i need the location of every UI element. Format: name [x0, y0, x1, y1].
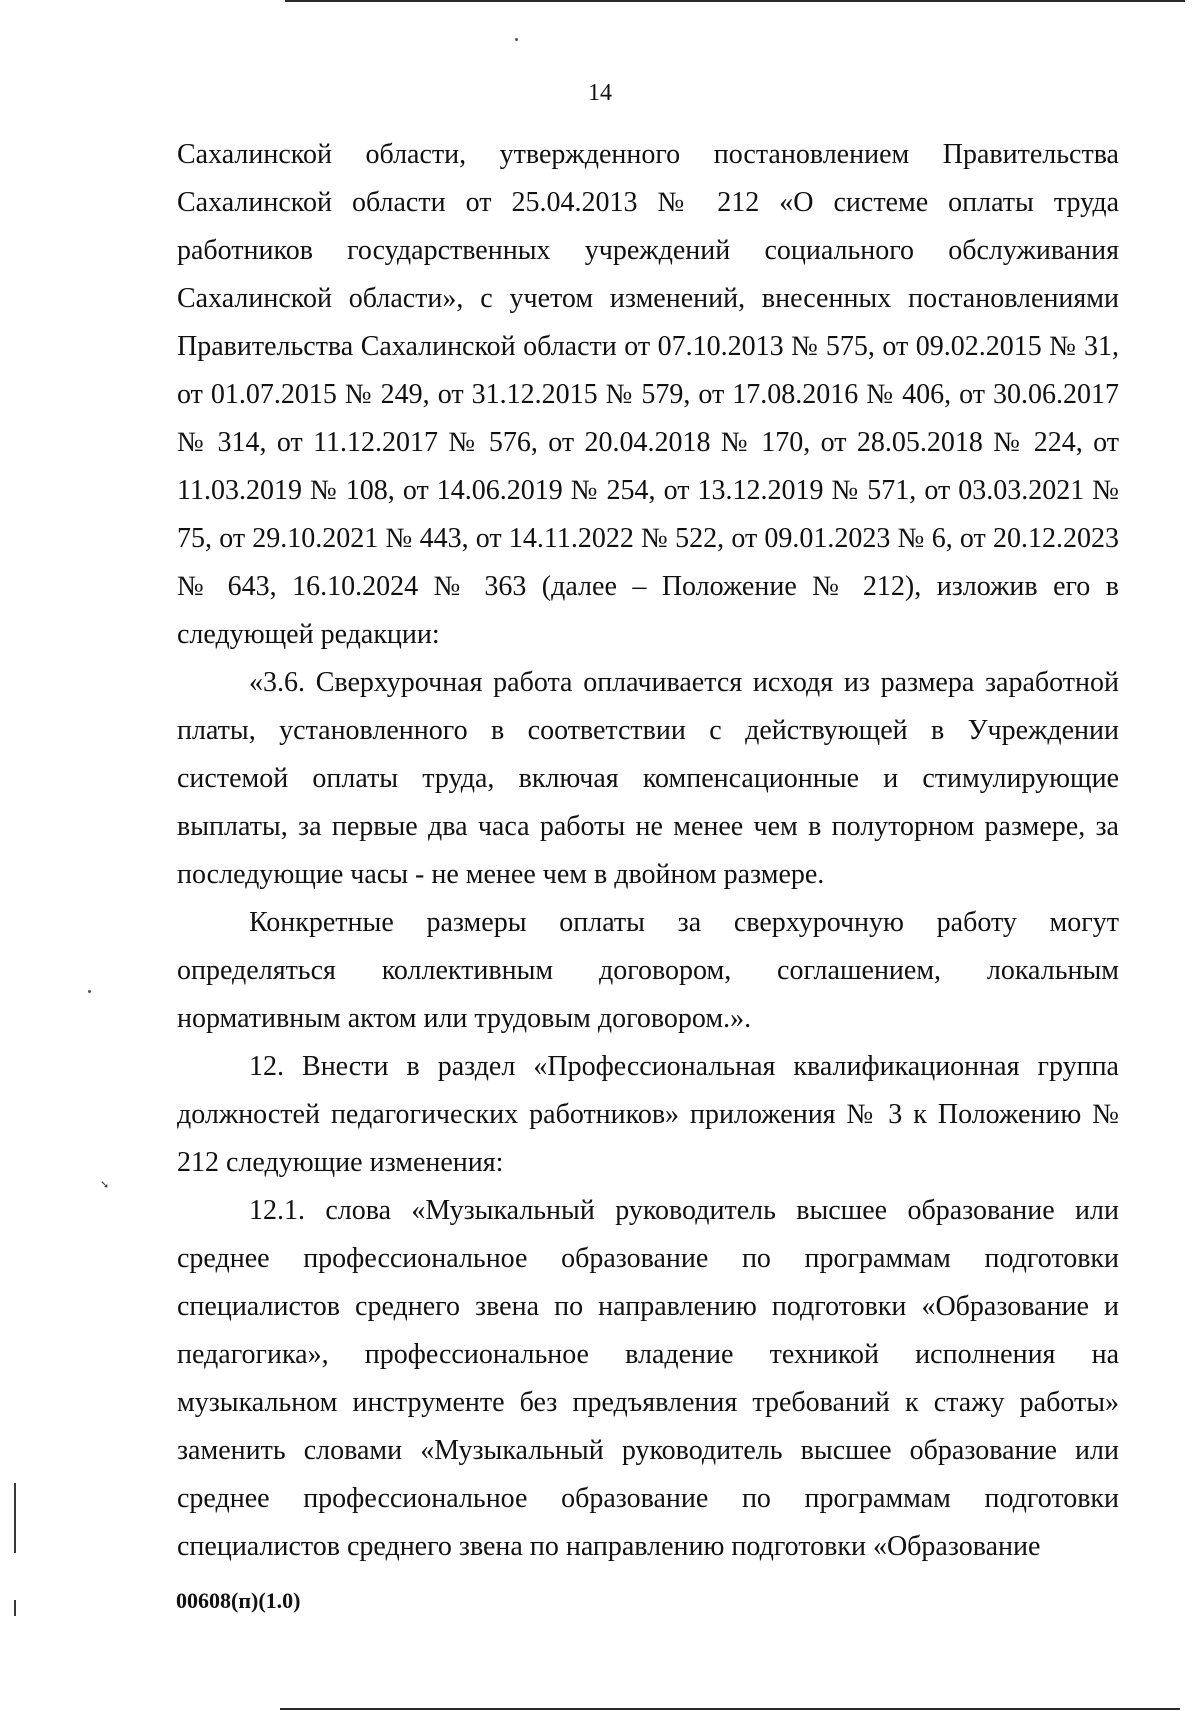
left-edge-mark-lower	[14, 1600, 16, 1616]
document-footer-code: 00608(п)(1.0)	[176, 1588, 301, 1613]
paragraph-item-12-1: 12.1. слова «Музыкальный руководитель высшее образование или среднее профессиональное образование по программам подготовки специалистов среднего звена по направлению подготовки «Образование и педагогика», профессиональное владение техникой исполнения на музыкальном инструменте без предъявления требований к стажу работы» заменить словами «Музыкальный руководитель высшее образование или среднее профессиональное образование по программам подготовки специалистов среднего звена по направлению подготовки «Образование	[177, 1195, 1119, 1562]
top-speck	[515, 38, 518, 41]
left-edge-mark	[14, 1483, 16, 1553]
paragraph-clause-3-6: «3.6. Сверхурочная работа оплачивается исходя из размера заработной платы, установленного в соответствии с действующей в Учреждении системой оплаты труда, включая компенсационные и стимулирующие выплаты, за первые два часа работы не менее чем в полуторном размере, за последующие часы - не менее чем в двойном размере.	[177, 667, 1119, 890]
top-scan-line	[285, 0, 1185, 2]
left-margin-speck	[88, 990, 91, 993]
document-body	[177, 131, 1119, 1571]
paragraph-continuation: Сахалинской области, утвержденного постановлением Правительства Сахалинской области от 25.04.2013 № 212 «О системе оплаты труда работников государственных учреждений социального обслуживания Сахалинской области», с учетом изменений, внесенных постановлениями Правительства Сахалинской области от 07.10.2013 № 575, от 09.02.2015 № 31, от 01.07.2015 № 249, от 31.12.2015 № 579, от 17.08.2016 № 406, от 30.06.2017 № 314, от 11.12.2017 № 576, от 20.04.2018 № 170, от 28.05.2018 № 224, от 11.03.2019 № 108, от 14.06.2019 № 254, от 13.12.2019 № 571, от 03.03.2021 № 75, от 29.10.2021 № 443, от 14.11.2022 № 522, от 09.01.2023 № 6, от 20.12.2023 № 643, 16.10.2024 № 363 (далее – Положение № 212), изложив его в следующей редакции:	[177, 139, 1119, 650]
page-number: 14	[588, 80, 612, 106]
margin-arrow-mark: ➘	[100, 1179, 110, 1191]
paragraph-payment-amounts: Конкретные размеры оплаты за сверхурочную работу могут определяться коллективным договором, соглашением, локальным нормативным актом или трудовым договором.».	[177, 907, 1119, 1034]
bottom-scan-line	[280, 1708, 1180, 1710]
paragraph-item-12: 12. Внести в раздел «Профессиональная квалификационная группа должностей педагогических работников» приложения № 3 к Положению № 212 следующие изменения:	[177, 1051, 1119, 1178]
